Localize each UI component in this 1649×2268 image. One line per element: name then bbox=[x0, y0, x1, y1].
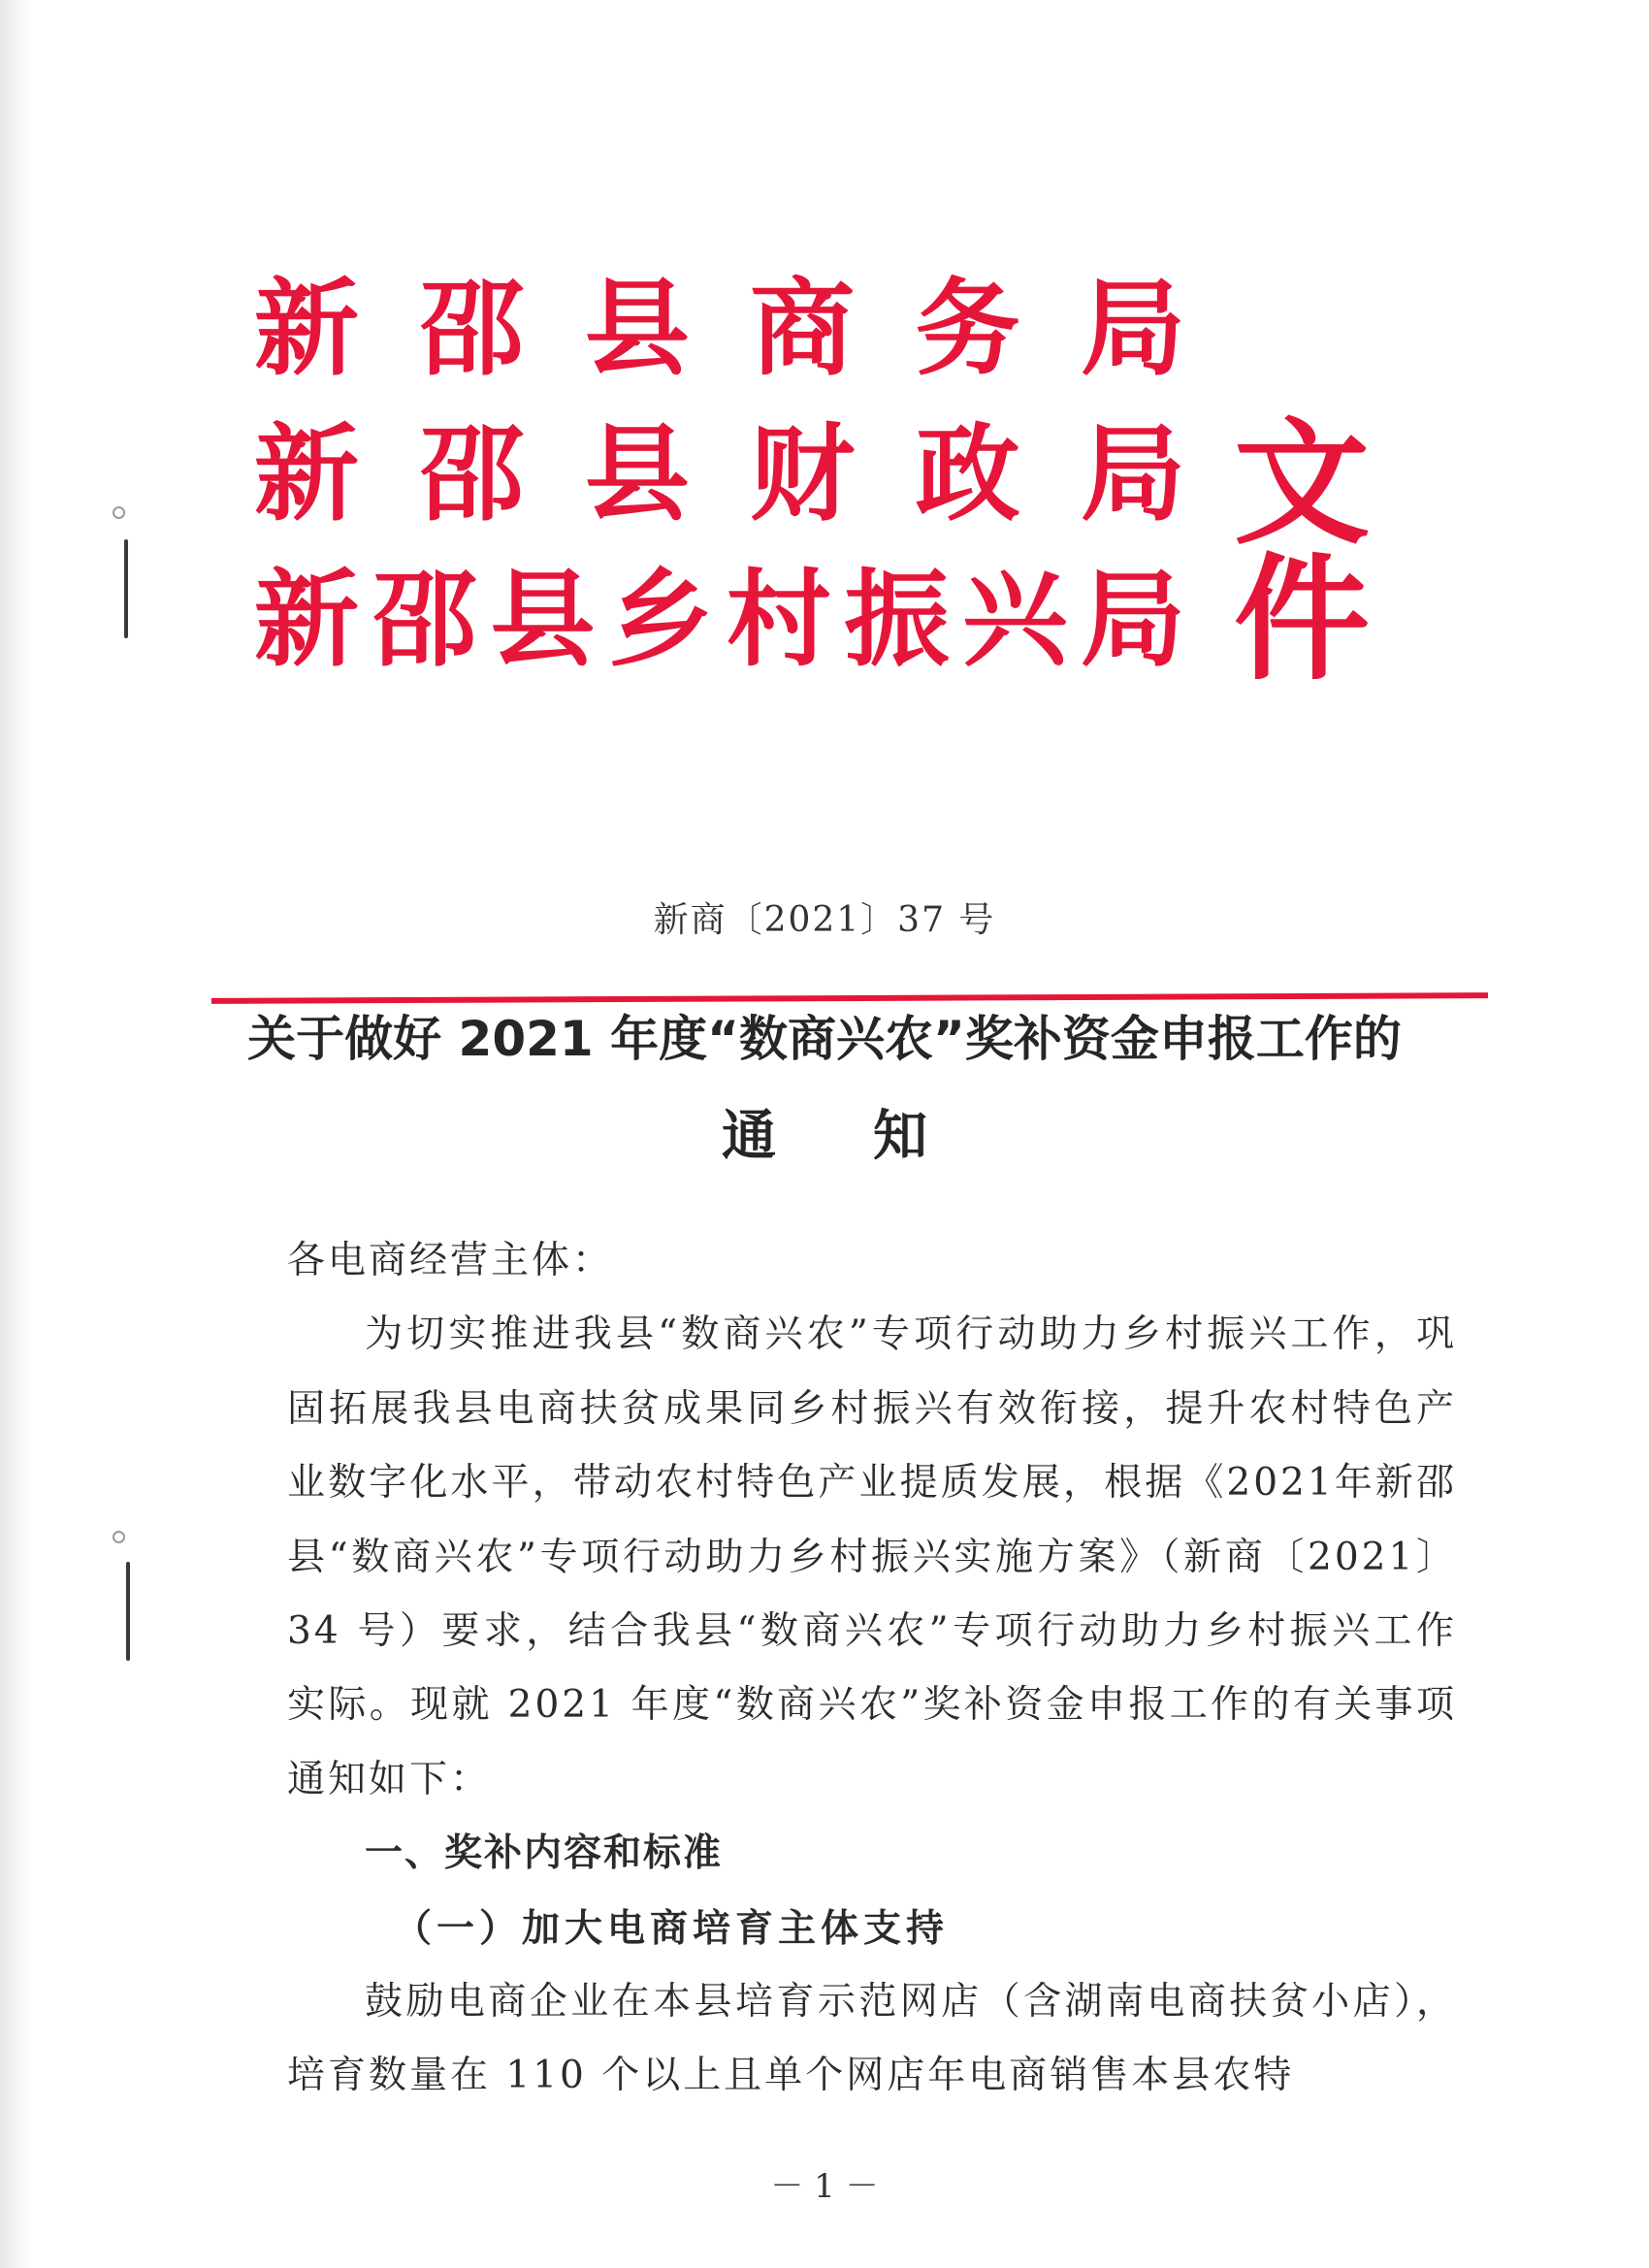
agency-char: 乡 bbox=[608, 560, 714, 681]
agency-char: 财 bbox=[750, 414, 856, 535]
salutation: 各电商经营主体： bbox=[287, 1239, 614, 1282]
agency-char: 邵 bbox=[372, 560, 477, 681]
body-paragraph: 鼓励电商企业在本县培育示范网店（含湖南电商扶贫小店），培育数量在 110 个以上且单个网店年电商销售本县农特 bbox=[287, 1980, 1457, 2098]
agency-char: 务 bbox=[915, 269, 1020, 390]
binding-hole bbox=[113, 506, 125, 519]
agency-char: 新 bbox=[254, 269, 360, 390]
agency-char: 县 bbox=[584, 269, 690, 390]
agency-char: 振 bbox=[844, 560, 950, 681]
document-type-label: 文件 bbox=[1234, 405, 1374, 699]
agency-line-rural-revitalization bbox=[254, 553, 1185, 689]
page-number: － 1 － bbox=[770, 2167, 879, 2206]
agency-char: 村 bbox=[726, 560, 831, 681]
red-separator-rule bbox=[211, 992, 1488, 1004]
agency-line-finance bbox=[254, 407, 1185, 543]
binding-staple-mark bbox=[126, 1562, 130, 1661]
document-body bbox=[287, 1224, 1457, 2114]
agency-char: 邵 bbox=[419, 414, 525, 535]
document-title: 关于做好 2021 年度“数商兴农”奖补资金申报工作的 bbox=[247, 1011, 1402, 1067]
agency-char: 县 bbox=[490, 560, 596, 681]
agency-char: 县 bbox=[584, 414, 690, 535]
agency-char: 局 bbox=[1080, 414, 1185, 535]
agency-char: 兴 bbox=[962, 560, 1068, 681]
agency-char: 政 bbox=[915, 414, 1020, 535]
red-header bbox=[254, 262, 1496, 699]
agency-char: 局 bbox=[1080, 269, 1185, 390]
section-heading: 一、奖补内容和标准 bbox=[365, 1831, 724, 1876]
agency-char: 邵 bbox=[419, 269, 525, 390]
intro-paragraph: 为切实推进我县“数商兴农”专项行动助力乡村振兴工作，巩固拓展我县电商扶贫成果同乡村振兴有效衔接，提升农村特色产业数字化水平，带动农村特色产业提质发展，根据《2021年新邵县“数商兴农”专项行动助力乡村振兴实施方案》（新商〔2021〕34 号）要求，结合我县“数商兴农”专项行动助力乡村振兴工作实际。现就 2021 年度“数商兴农”奖补资金申报工作的有关事项通知如下： bbox=[287, 1312, 1457, 1801]
agency-char: 新 bbox=[254, 414, 360, 535]
agency-line-commerce bbox=[254, 262, 1185, 398]
binding-hole bbox=[113, 1531, 125, 1543]
document-number: 新商〔2021〕37 号 bbox=[653, 900, 996, 940]
agency-char: 新 bbox=[254, 560, 360, 681]
agency-char: 商 bbox=[750, 269, 856, 390]
binding-staple-mark bbox=[124, 539, 128, 638]
agency-char: 局 bbox=[1080, 560, 1185, 681]
subsection-heading: （一）加大电商培育主体支持 bbox=[394, 1905, 950, 1951]
document-title-line2: 通知 bbox=[722, 1105, 1024, 1168]
